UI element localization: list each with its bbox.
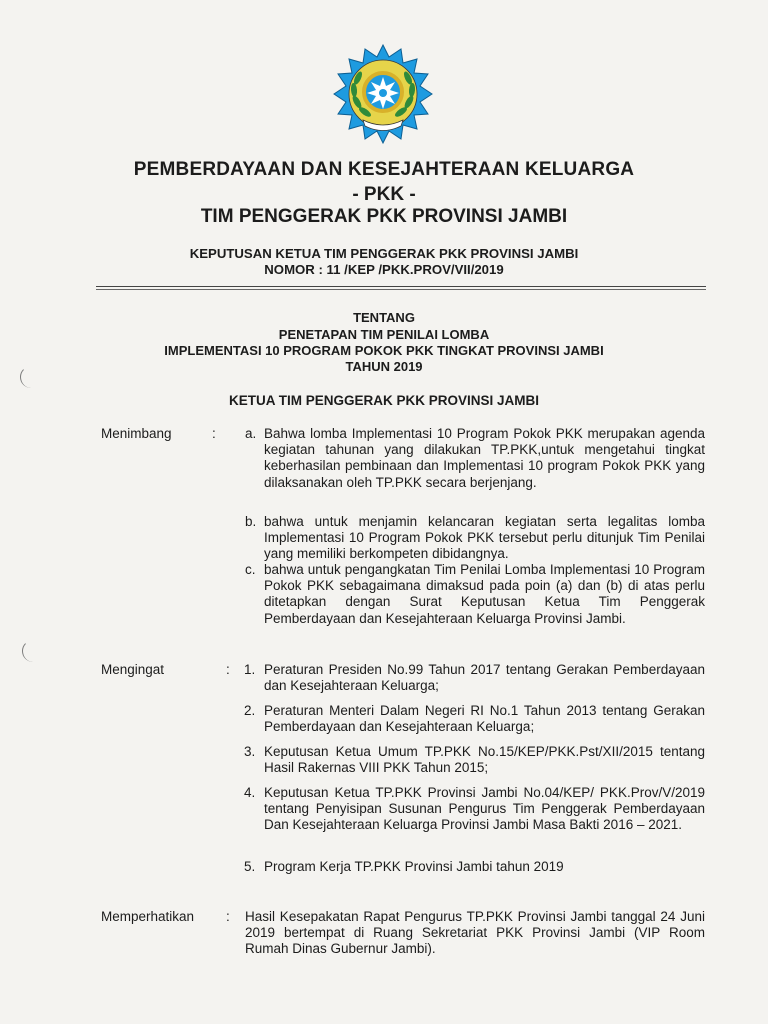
memperhatikan-colon: : <box>226 909 230 924</box>
item-marker: c. <box>245 562 256 577</box>
org-title-line2: - PKK - <box>352 184 416 205</box>
menimbang-item-c <box>245 562 705 644</box>
memperhatikan-text-block <box>245 909 705 959</box>
item-text: Peraturan Presiden No.99 Tahun 2017 tentang Gerakan Pemberdayaan dan Kesejahteraan Keluarga; <box>264 662 705 694</box>
menimbang-item-a <box>245 426 705 508</box>
menimbang-colon: : <box>212 426 216 441</box>
item-text: Peraturan Menteri Dalam Negeri RI No.1 Tahun 2013 tentang Gerakan Pemberdayaan dan Kesejahteraan Keluarga; <box>264 703 705 735</box>
subject-line3: IMPLEMENTASI 10 PROGRAM POKOK PKK TINGKAT PROVINSI JAMBI <box>164 343 604 358</box>
mengingat-item-5 <box>244 859 705 877</box>
mengingat-item-1 <box>244 662 705 696</box>
item-text: bahwa untuk pengangkatan Tim Penilai Lomba Implementasi 10 Program Pokok PKK sebagaimana dimaksud pada poin (a) dan (b) di atas perlu ditetapkan dengan Surat Keputusan Ketua Tim Penggerak Pemberdayaan dan Kesejahteraan Keluarga Provinsi Jambi. <box>264 562 705 626</box>
subject-tentang: TENTANG <box>353 310 415 325</box>
mengingat-item-2 <box>244 703 705 737</box>
menimbang-label: Menimbang <box>101 426 172 441</box>
item-text: Bahwa lomba Implementasi 10 Program Pokok PKK merupakan agenda kegiatan tahunan yang dilakukan TP.PKK,untuk mengetahui tingkat keberhasilan pembinaan dan Implementasi 10 program Pokok PKK yang dilaksanakan oleh TP.PKK secara berjenjang. <box>264 426 705 490</box>
mengingat-label: Mengingat <box>101 662 165 677</box>
pkk-emblem-icon <box>333 44 433 144</box>
item-marker: 1. <box>244 662 256 677</box>
subject-year: TAHUN 2019 <box>345 359 423 374</box>
mengingat-item-4 <box>244 785 705 851</box>
item-text: Keputusan Ketua TP.PKK Provinsi Jambi No.04/KEP/ PKK.Prov/V/2019 tentang Penyisipan Susunan Pengurus Tim Penggerak Pemberdayaan Dan Kesejahteraan Keluarga Provinsi Jambi Masa Bakti 2016 – 2021. <box>264 785 705 833</box>
org-title-line1: PEMBERDAYAAN DAN KESEJAHTERAAN KELUARGA <box>133 159 635 180</box>
mengingat-colon: : <box>226 662 230 677</box>
memperhatikan-label: Memperhatikan <box>101 909 195 924</box>
item-text: Program Kerja TP.PKK Provinsi Jambi tahun 2019 <box>264 859 564 874</box>
punch-hole-bottom <box>22 640 44 662</box>
item-marker: 5. <box>244 859 256 874</box>
org-title-line3: TIM PENGGERAK PKK PROVINSI JAMBI <box>200 206 568 227</box>
header-divider-secondary <box>96 289 706 290</box>
item-marker: b. <box>245 514 257 529</box>
authority-heading: KETUA TIM PENGGERAK PKK PROVINSI JAMBI <box>228 393 540 408</box>
header-divider <box>96 286 706 287</box>
decree-number: NOMOR : 11 /KEP /PKK.PROV/VII/2019 <box>264 262 504 277</box>
memperhatikan-text: Hasil Kesepakatan Rapat Pengurus TP.PKK Provinsi Jambi tanggal 24 Juni 2019 bertempat di Ruang Sekretariat PKK Provinsi Jambi (VIP Room Rumah Dinas Gubernur Jambi). <box>245 909 705 957</box>
item-text: bahwa untuk menjamin kelancaran kegiatan serta legalitas lomba Implementasi 10 Program Pokok PKK tersebut perlu ditunjuk Tim Penilai yang memiliki berkompeten dibidangnya. <box>264 514 705 562</box>
item-text: Keputusan Ketua Umum TP.PKK No.15/KEP/PKK.Pst/XII/2015 tentang Hasil Rakernas VIII PKK Tahun 2015; <box>264 744 705 776</box>
item-marker: 4. <box>244 785 256 800</box>
menimbang-item-b <box>245 514 705 564</box>
decree-title: KEPUTUSAN KETUA TIM PENGGERAK PKK PROVINSI JAMBI <box>189 246 579 261</box>
item-marker: 2. <box>244 703 256 718</box>
mengingat-item-3 <box>244 744 705 778</box>
item-marker: a. <box>245 426 257 441</box>
subject-line2: PENETAPAN TIM PENILAI LOMBA <box>278 327 490 342</box>
item-marker: 3. <box>244 744 256 759</box>
